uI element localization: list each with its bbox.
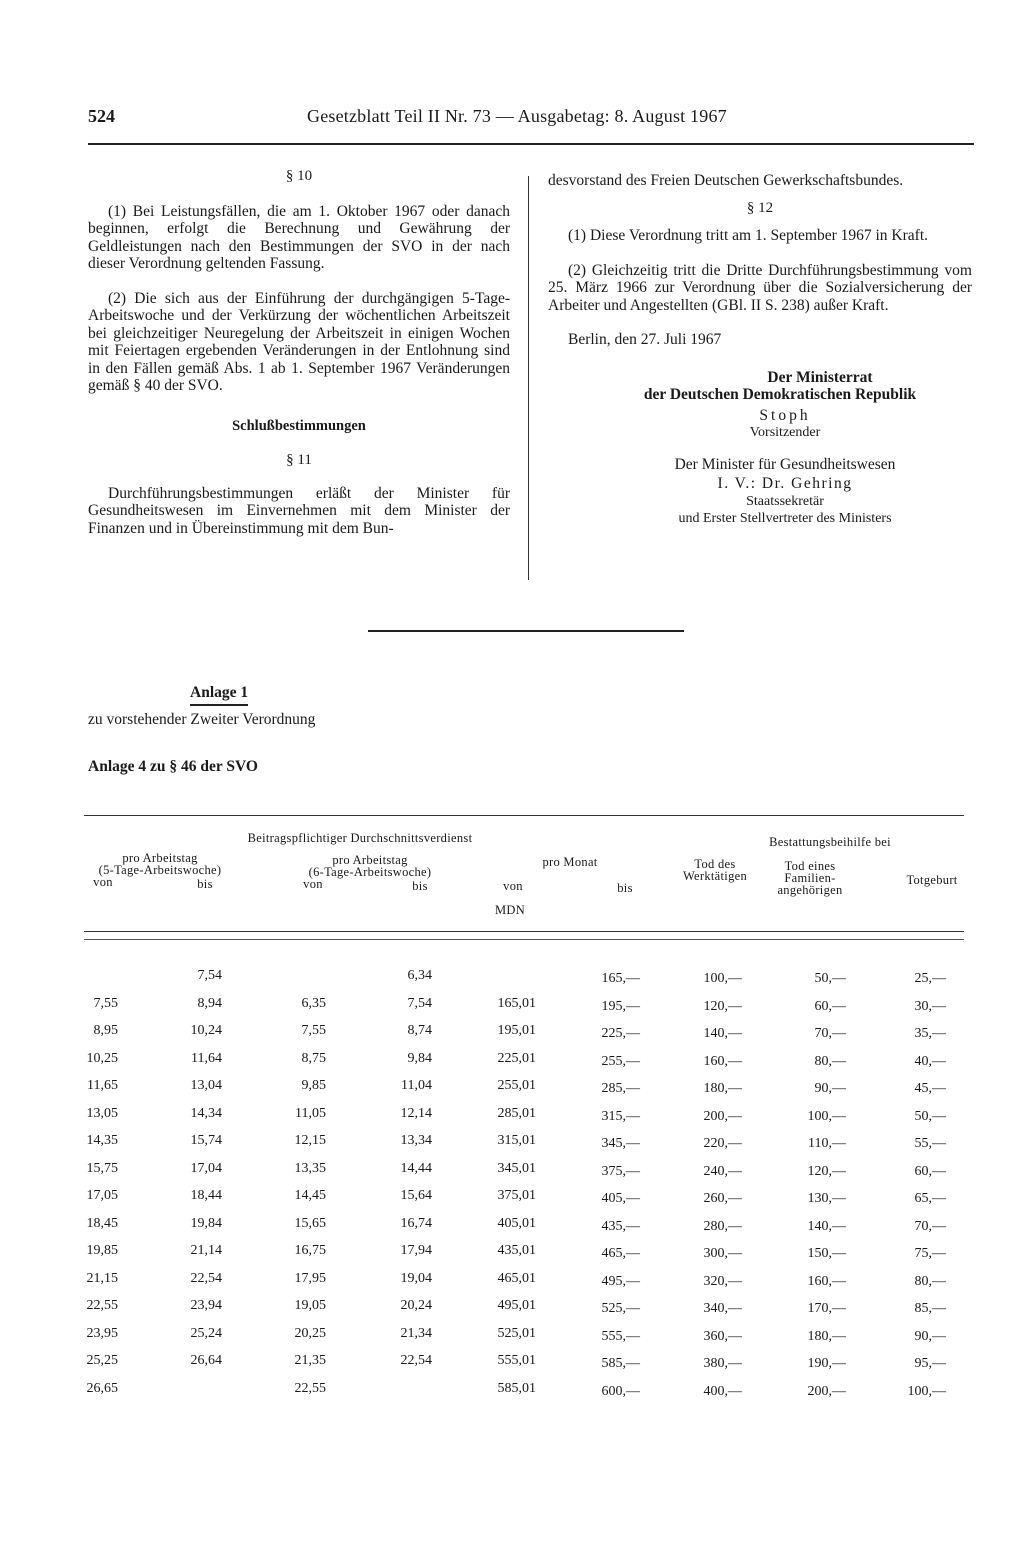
minister-line: Der Minister für Gesundheitswesen — [674, 455, 896, 473]
cell-from-5day: 26,65 — [86, 1380, 118, 1396]
sec10-paragraph-1: (1) Bei Leistungsfällen, die am 1. Oktober 1967 oder danach beginnen, erfolgt die Berechnung und Gewährung der Geldleistungen nach den Bestimmungen der SVO in der nach dieser Verordnung geltenden Fassung. — [88, 202, 510, 272]
cell-burial-worker: 340,— — [703, 1301, 742, 1316]
cell-to-month: 165,— — [601, 971, 640, 986]
cell-to-6day: 22,54 — [400, 1353, 432, 1368]
cell-burial-family: 180,— — [807, 1328, 846, 1344]
cell-burial-stillbirth: 55,— — [914, 1136, 946, 1151]
cell-burial-stillbirth: 50,— — [914, 1108, 946, 1124]
header-income-group: Beitragspflichtiger Durchschnittsverdienst — [247, 831, 473, 845]
cell-to-month: 495,— — [601, 1273, 640, 1289]
cell-to-6day: 17,94 — [400, 1243, 432, 1258]
header-tod-fam-2: Familien- — [784, 871, 836, 885]
cell-to-5day: 23,94 — [190, 1298, 222, 1313]
header-5day-1: pro Arbeitstag — [122, 851, 198, 865]
cell-burial-stillbirth: 80,— — [914, 1273, 946, 1289]
cell-to-6day: 8,74 — [407, 1023, 432, 1038]
cell-from-5day: 13,05 — [86, 1105, 118, 1121]
cell-from-month: 405,01 — [497, 1215, 536, 1231]
cell-to-6day: 9,84 — [407, 1050, 432, 1066]
cell-from-month: 495,01 — [497, 1298, 536, 1313]
cell-burial-worker: 120,— — [703, 998, 742, 1014]
cell-from-5day: 25,25 — [86, 1353, 118, 1368]
cell-from-5day: 21,15 — [86, 1270, 118, 1286]
cell-from-5day: 14,35 — [86, 1133, 118, 1148]
cell-to-6day: 19,04 — [400, 1270, 432, 1286]
cell-to-month: 225,— — [601, 1026, 640, 1041]
cell-from-6day: 15,65 — [294, 1215, 326, 1231]
cell-burial-family: 50,— — [814, 971, 846, 986]
cell-to-month: 585,— — [601, 1356, 640, 1371]
cell-to-5day: 10,24 — [190, 1023, 222, 1038]
cell-from-month: 255,01 — [497, 1078, 536, 1093]
signer-stoph-title: Vorsitzender — [749, 425, 821, 440]
cell-from-6day: 22,55 — [294, 1380, 326, 1396]
table-top-rule — [84, 815, 964, 816]
cell-from-5day: 10,25 — [86, 1050, 118, 1066]
header-5day-2: (5-Tage-Arbeitswoche) — [98, 863, 222, 877]
cell-to-month: 255,— — [601, 1053, 640, 1069]
cell-to-5day: 18,44 — [190, 1188, 222, 1203]
cell-to-month: 405,— — [601, 1191, 640, 1206]
cell-from-5day: 15,75 — [86, 1160, 118, 1176]
cell-to-month: 195,— — [601, 998, 640, 1014]
header-rule — [88, 143, 974, 145]
cell-to-month: 435,— — [601, 1218, 640, 1234]
cell-burial-family: 120,— — [807, 1163, 846, 1179]
cell-from-month: 585,01 — [497, 1380, 536, 1396]
cell-to-6day: 16,74 — [400, 1215, 432, 1231]
cell-to-6day: 21,34 — [400, 1325, 432, 1341]
cell-from-5day: 18,45 — [86, 1215, 118, 1231]
cell-to-5day: 22,54 — [190, 1270, 222, 1286]
signer-gehring-title-2: und Erster Stellvertreter des Ministers — [678, 511, 892, 526]
cell-from-5day: 22,55 — [86, 1298, 118, 1313]
cell-from-month: 375,01 — [497, 1188, 536, 1203]
cell-from-5day: 23,95 — [86, 1325, 118, 1341]
cell-from-month: 465,01 — [497, 1270, 536, 1286]
cell-burial-worker: 240,— — [703, 1163, 742, 1179]
table-header-rule-2 — [84, 939, 964, 940]
cell-burial-worker: 100,— — [703, 971, 742, 986]
cell-burial-stillbirth: 75,— — [914, 1246, 946, 1261]
cell-to-5day: 14,34 — [190, 1105, 222, 1121]
cell-from-6day: 7,55 — [301, 1023, 326, 1038]
cell-burial-family: 130,— — [807, 1191, 846, 1206]
cell-from-month: 525,01 — [497, 1325, 536, 1341]
cell-burial-stillbirth: 40,— — [914, 1053, 946, 1069]
sec11-heading: § 11 — [286, 452, 312, 468]
cell-to-5day: 19,84 — [190, 1215, 222, 1231]
cell-to-6day: 15,64 — [400, 1188, 432, 1203]
cell-to-6day: 7,54 — [407, 995, 432, 1011]
cell-from-month: 195,01 — [497, 1023, 536, 1038]
cell-burial-worker: 280,— — [703, 1218, 742, 1234]
cell-to-5day: 26,64 — [190, 1353, 222, 1368]
cell-to-month: 345,— — [601, 1136, 640, 1151]
table-title: Anlage 4 zu § 46 der SVO — [88, 758, 258, 775]
cell-to-6day: 20,24 — [400, 1298, 432, 1313]
sec10-paragraph-2: (2) Die sich aus der Einführung der durchgängigen 5-Tage-Arbeitswoche und der Verkürzung der wöchentlichen Arbeitszeit bei gleichzeitiger Neuregelung der Arbeitszeit in einigen Wochen mit Feiertagen ergebenden Veränderungen in der Entlohnung sind in den Fällen gemäß Abs. 1 ab 1. September 1967 Veränderungen gemäß § 40 der SVO. — [88, 289, 510, 394]
place-date: Berlin, den 27. Juli 1967 — [568, 331, 722, 348]
cell-burial-worker: 220,— — [703, 1136, 742, 1151]
sec10-heading: § 10 — [285, 168, 313, 184]
cell-from-6day: 20,25 — [294, 1325, 326, 1341]
signer-gehring: I. V.: Dr. Gehring — [717, 475, 853, 492]
cell-from-5day: 17,05 — [86, 1188, 118, 1203]
signer-stoph: Stoph — [759, 406, 811, 424]
council-line-1: Der Ministerrat — [767, 368, 873, 386]
cell-from-6day: 6,35 — [301, 995, 326, 1011]
cell-burial-stillbirth: 25,— — [914, 971, 946, 986]
cell-to-month: 465,— — [601, 1246, 640, 1261]
cell-to-month: 525,— — [601, 1301, 640, 1316]
cell-burial-family: 90,— — [814, 1081, 846, 1096]
cell-burial-stillbirth: 90,— — [914, 1328, 946, 1344]
sec12-paragraph-1: (1) Diese Verordnung tritt am 1. September 1967 in Kraft. — [568, 227, 929, 244]
cell-burial-family: 190,— — [807, 1356, 846, 1371]
cell-to-5day: 11,64 — [191, 1050, 222, 1066]
cell-from-month: 165,01 — [497, 995, 536, 1011]
header-6day-bis: bis — [412, 879, 428, 893]
cell-to-5day: 13,04 — [190, 1078, 222, 1093]
council-line-2: der Deutschen Demokratischen Republik — [643, 386, 917, 403]
cell-burial-stillbirth: 100,— — [907, 1383, 946, 1399]
cell-from-6day: 14,45 — [294, 1188, 326, 1203]
cell-to-5day: 8,94 — [197, 995, 222, 1011]
cell-from-month: 555,01 — [497, 1353, 536, 1368]
cell-to-5day: 17,04 — [190, 1160, 222, 1176]
annex-title: Anlage 1 — [190, 684, 248, 706]
cell-from-6day: 21,35 — [294, 1353, 326, 1368]
cell-burial-worker: 160,— — [703, 1053, 742, 1069]
cell-from-5day: 8,95 — [93, 1023, 118, 1038]
cell-from-6day: 12,15 — [294, 1133, 326, 1148]
cell-from-month: 315,01 — [497, 1133, 536, 1148]
cell-from-month: 435,01 — [497, 1243, 536, 1258]
cell-burial-worker: 140,— — [703, 1026, 742, 1041]
cell-from-month: 345,01 — [497, 1160, 536, 1176]
cell-from-6day: 11,05 — [295, 1105, 326, 1121]
signer-gehring-title-1: Staatssekretär — [746, 493, 824, 509]
cell-burial-worker: 260,— — [703, 1191, 742, 1206]
annex-subtitle: zu vorstehender Zweiter Verordnung — [88, 711, 316, 728]
cell-to-6day: 12,14 — [400, 1105, 432, 1121]
section-separator — [368, 630, 684, 632]
cell-burial-stillbirth: 60,— — [914, 1163, 946, 1179]
sec12-heading: § 12 — [746, 199, 774, 216]
cell-to-month: 555,— — [601, 1328, 640, 1344]
sec11-paragraph: Durchführungsbestimmungen erläßt der Minister für Gesundheitswesen im Einvernehmen mit dem Minister der Finanzen und in Übereinstimmung mit dem Bun- — [88, 484, 510, 537]
cell-to-5day: 21,14 — [190, 1243, 222, 1258]
cell-burial-stillbirth: 45,— — [914, 1081, 946, 1096]
cell-to-5day: 15,74 — [190, 1133, 222, 1148]
header-month-bis: bis — [617, 881, 633, 895]
sec12-paragraph-2: (2) Gleichzeitig tritt die Dritte Durchführungsbestimmung vom 25. März 1966 zur Verordnung über die Sozialversicherung der Arbeiter und Angestellten (GBl. II S. 238) außer Kraft. — [548, 261, 972, 314]
cell-burial-worker: 360,— — [703, 1328, 742, 1344]
cell-from-5day: 7,55 — [93, 995, 118, 1011]
cell-burial-family: 160,— — [807, 1273, 846, 1289]
cell-burial-family: 60,— — [814, 998, 846, 1014]
header-5day-von: von — [93, 875, 113, 889]
cell-burial-stillbirth: 85,— — [914, 1301, 946, 1316]
cell-burial-worker: 380,— — [703, 1356, 742, 1371]
cell-from-6day: 16,75 — [294, 1243, 326, 1258]
cell-burial-stillbirth: 95,— — [914, 1356, 946, 1371]
cell-from-5day: 19,85 — [86, 1243, 118, 1258]
cell-burial-family: 100,— — [807, 1108, 846, 1124]
header-month-von: von — [503, 879, 523, 893]
cell-burial-worker: 320,— — [703, 1273, 742, 1289]
cell-from-5day: 11,65 — [87, 1078, 118, 1093]
gazette-header-title: Gesetzblatt Teil II Nr. 73 — Ausgabetag: 8. August 1967 — [307, 106, 727, 126]
cell-to-5day: 7,54 — [197, 968, 222, 983]
header-tod-werk-2: Werktätigen — [682, 869, 748, 883]
cell-burial-stillbirth: 70,— — [914, 1218, 946, 1234]
cell-burial-family: 170,— — [807, 1301, 846, 1316]
cell-to-5day: 25,24 — [190, 1325, 222, 1341]
cell-to-month: 600,— — [601, 1383, 640, 1399]
cell-burial-worker: 180,— — [703, 1081, 742, 1096]
cell-burial-stillbirth: 35,— — [914, 1026, 946, 1041]
cell-from-6day: 17,95 — [294, 1270, 326, 1286]
header-6day-2: (6-Tage-Arbeitswoche) — [308, 865, 432, 879]
cell-burial-stillbirth: 65,— — [914, 1191, 946, 1206]
left-column — [88, 168, 510, 537]
cell-from-month: 285,01 — [497, 1105, 536, 1121]
cell-burial-family: 80,— — [814, 1053, 846, 1069]
header-burial-group: Bestattungsbeihilfe bei — [769, 835, 891, 849]
cell-to-6day: 14,44 — [400, 1160, 432, 1176]
cell-burial-family: 150,— — [807, 1246, 846, 1261]
table-header-rule — [84, 931, 964, 932]
cell-burial-family: 70,— — [814, 1026, 846, 1041]
cell-to-6day: 13,34 — [400, 1133, 432, 1148]
header-tod-fam-1: Tod eines — [784, 859, 836, 873]
schluss-heading: Schlußbestimmungen — [232, 417, 366, 434]
header-mdn: MDN — [494, 903, 526, 917]
cell-to-6day: 11,04 — [401, 1078, 432, 1093]
header-6day-von: von — [303, 877, 323, 891]
cell-burial-worker: 300,— — [703, 1246, 742, 1261]
cell-from-6day: 9,85 — [301, 1078, 326, 1093]
cell-burial-family: 140,— — [807, 1218, 846, 1234]
right-column — [548, 172, 972, 528]
cell-to-month: 375,— — [601, 1163, 640, 1179]
cell-to-6day: 6,34 — [407, 968, 432, 983]
cell-burial-worker: 200,— — [703, 1108, 742, 1124]
cell-from-6day: 8,75 — [301, 1050, 326, 1066]
cell-from-6day: 13,35 — [294, 1160, 326, 1176]
cell-burial-family: 110,— — [808, 1136, 846, 1151]
cell-from-month: 225,01 — [497, 1050, 536, 1066]
header-6day-1: pro Arbeitstag — [332, 853, 408, 867]
column-divider — [528, 176, 529, 580]
cell-burial-stillbirth: 30,— — [914, 998, 946, 1014]
cell-to-month: 285,— — [601, 1081, 640, 1096]
header-5day-bis: bis — [197, 877, 213, 891]
cell-to-month: 315,— — [601, 1108, 640, 1124]
cell-from-6day: 19,05 — [294, 1298, 326, 1313]
page-number: 524 — [88, 106, 115, 126]
header-tod-werk-1: Tod des — [694, 857, 736, 871]
header-tod-fam-3: angehörigen — [777, 883, 843, 897]
header-month: pro Monat — [542, 855, 598, 869]
header-totgeburt: Totgeburt — [906, 873, 958, 887]
cell-burial-worker: 400,— — [703, 1383, 742, 1399]
continuation-text: desvorstand des Freien Deutschen Gewerkschaftsbundes. — [548, 172, 904, 189]
cell-burial-family: 200,— — [807, 1383, 846, 1399]
